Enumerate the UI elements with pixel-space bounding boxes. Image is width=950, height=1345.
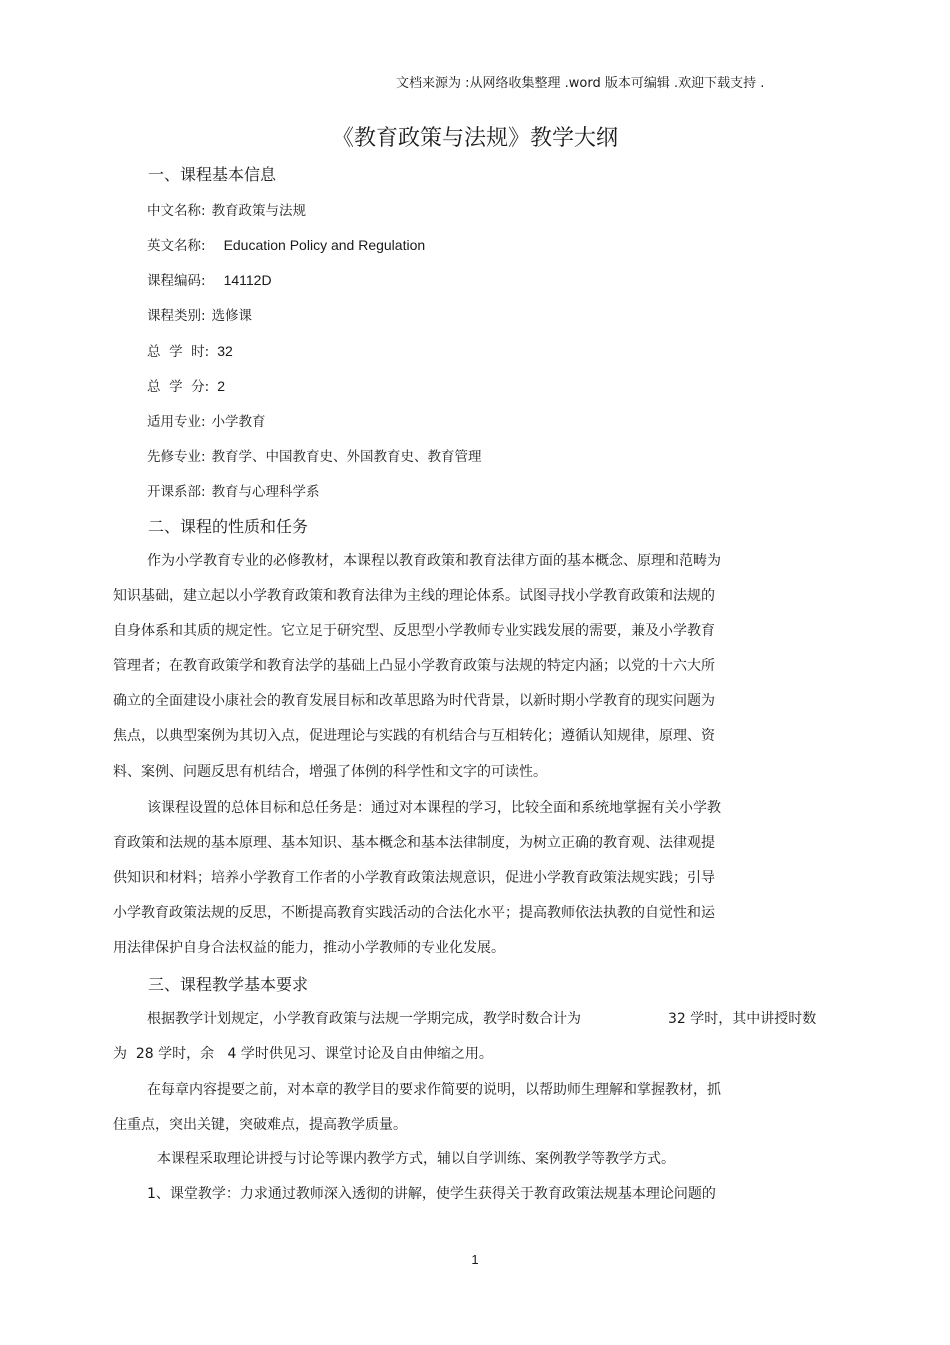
info-row-total-credits xyxy=(147,375,225,395)
info-row-department xyxy=(147,480,320,500)
section-heading-basic-info: 一、课程基本信息 xyxy=(148,165,277,184)
info-label: 总 学 分: xyxy=(147,379,210,395)
paragraph-line: 该课程设置的总体目标和总任务是：通过对本课程的学习，比较全面和系统地掌握有关小学教 xyxy=(147,800,721,816)
paragraph-line: 确立的全面建设小康社会的教育发展目标和改革思路为时代背景，以新时期小学教育的现实问题为 xyxy=(113,693,715,709)
info-value: 选修课 xyxy=(211,308,253,324)
document-title: 《教育政策与法规》教学大纲 xyxy=(331,126,618,151)
info-row-chinese-name xyxy=(147,199,306,219)
info-label: 英文名称: xyxy=(147,238,206,254)
header-note: 文档来源为 :从网络收集整理 .word 版本可编辑 .欢迎下载支持 . xyxy=(396,76,765,91)
paragraph-line: 在每章内容提要之前，对本章的教学目的要求作简要的说明，以帮助师生理解和掌握教材，抓 xyxy=(147,1082,721,1098)
info-label: 开课系部: xyxy=(147,484,206,500)
paragraph-line: 管理者；在教育政策学和教育法学的基础上凸显小学教育政策与法规的特定内涵；以党的十六大所 xyxy=(113,658,715,674)
paragraph-line: 自身体系和其质的规定性。它立足于研究型、反思型小学教师专业实践发展的需要，兼及小学教育 xyxy=(113,623,715,639)
info-label: 适用专业: xyxy=(147,414,206,430)
paragraph-line: 为 28 学时，余 4 学时供见习、课堂讨论及自由伸缩之用。 xyxy=(113,1046,493,1062)
info-value: 教育政策与法规 xyxy=(211,203,307,219)
section-heading-requirements: 三、课程教学基本要求 xyxy=(148,975,309,994)
info-row-course-code xyxy=(147,269,272,289)
info-label: 中文名称: xyxy=(147,203,206,219)
paragraph-line: 1、课堂教学：力求通过教师深入透彻的讲解，使学生获得关于教育政策法规基本理论问题的 xyxy=(147,1186,716,1202)
paragraph-line: 本课程采取理论讲授与讨论等课内教学方式，辅以自学训练、案例教学等教学方式。 xyxy=(157,1151,675,1167)
paragraph-line: 用法律保护自身合法权益的能力，推动小学教师的专业化发展。 xyxy=(113,940,505,956)
info-value: 14112D xyxy=(223,272,272,288)
paragraph-line: 供知识和材料；培养小学教育工作者的小学教育政策法规意识，促进小学教育政策法规实践；引导 xyxy=(113,870,715,886)
paragraph-line: 32 学时，其中讲授时数 xyxy=(668,1011,817,1027)
paragraph-line: 作为小学教育专业的必修教材，本课程以教育政策和教育法律方面的基本概念、原理和范畴为 xyxy=(147,553,721,569)
paragraph-line: 料、案例、问题反思有机结合，增强了体例的科学性和文字的可读性。 xyxy=(113,764,547,780)
info-label: 课程编码: xyxy=(147,273,206,289)
info-value: 2 xyxy=(217,378,226,394)
paragraph-line: 根据教学计划规定，小学教育政策与法规一学期完成，教学时数合计为 xyxy=(147,1011,581,1027)
info-label: 课程类别: xyxy=(147,308,206,324)
info-value: 32 xyxy=(217,343,233,359)
paragraph-line: 知识基础，建立起以小学教育政策和教育法律为主线的理论体系。试图寻找小学教育政策和法规的 xyxy=(113,588,715,604)
info-label: 先修专业: xyxy=(147,449,206,465)
info-label: 总 学 时: xyxy=(147,344,210,360)
info-row-course-type xyxy=(147,304,252,324)
info-value: 教育学、中国教育史、外国教育史、教育管理 xyxy=(211,449,482,465)
paragraph-line: 住重点，突出关键，突破难点，提高教学质量。 xyxy=(113,1117,407,1133)
section-heading-nature: 二、课程的性质和任务 xyxy=(148,517,309,536)
info-row-applicable-major xyxy=(147,410,266,430)
info-value: 小学教育 xyxy=(211,414,266,430)
info-row-prerequisites xyxy=(147,445,482,465)
info-value: 教育与心理科学系 xyxy=(211,484,320,500)
info-row-total-hours xyxy=(147,340,233,360)
info-row-english-name xyxy=(147,234,425,254)
paragraph-line: 育政策和法规的基本原理、基本知识、基本概念和基本法律制度，为树立正确的教育观、法律观提 xyxy=(113,835,715,851)
page-number: 1 xyxy=(471,1252,479,1267)
paragraph-line: 焦点，以典型案例为其切入点，促进理论与实践的有机结合与互相转化；遵循认知规律，原理、资 xyxy=(113,728,715,744)
info-value: Education Policy and Regulation xyxy=(223,237,426,253)
paragraph-line: 小学教育政策法规的反思，不断提高教育实践活动的合法化水平；提高教师依法执教的自觉性和运 xyxy=(113,905,715,921)
